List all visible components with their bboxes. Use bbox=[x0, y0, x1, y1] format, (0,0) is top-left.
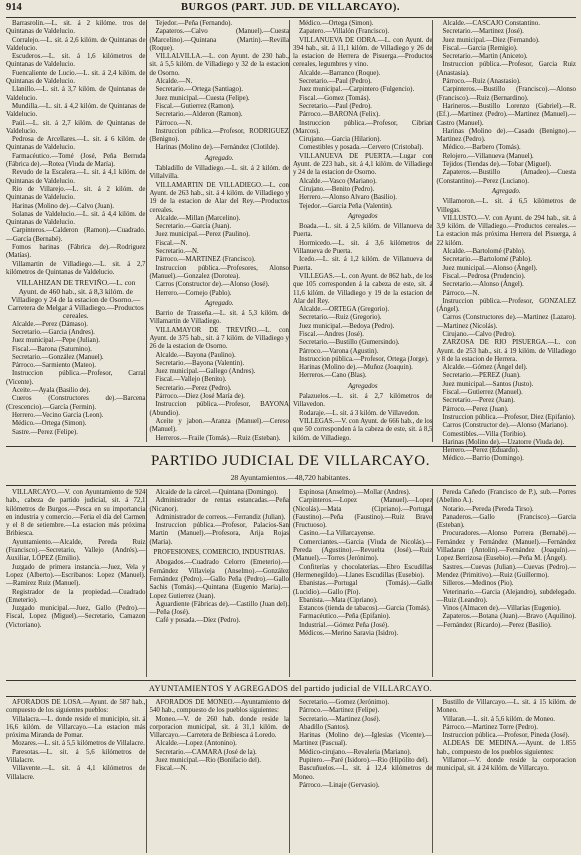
directory-entry: Fiscal.—Pedrosa (Prudencio). bbox=[442, 272, 526, 280]
running-title: BURGOS (PART. JUD. DE VILLARCAYO). bbox=[181, 2, 400, 13]
directory-entry: Herreros.—Fraile (Tomás).—Ruiz (Esteban). bbox=[155, 434, 281, 442]
directory-entry: Cueros (Constructores de).—Barcena (Crescencio).—García (Fermin). bbox=[6, 395, 146, 411]
directory-entry: Secretario.—Bartolomé (Pablo). bbox=[442, 256, 532, 264]
directory-entry: Alcalde.—Lopez (Antonino). bbox=[155, 740, 237, 748]
directory-entry: Secretario.—Martin (Aniceto). bbox=[442, 53, 528, 61]
directory-entry: Administrador de correos.—Ferrandiz (Julian). bbox=[155, 513, 286, 521]
directory-entry: Sastre.—Perez (Felipe). bbox=[12, 428, 79, 436]
directory-entry: Aceite.—Ayala (Basilio de). bbox=[12, 387, 91, 395]
mid-column-1 bbox=[6, 489, 146, 677]
list bbox=[293, 393, 433, 443]
list bbox=[437, 198, 577, 464]
directory-entry: Tabladillo de Villadiego.—L. sit. á 2 kilóm. de Villalvilla. bbox=[149, 165, 289, 181]
directory-entry: Secretario.—Paul (Pedro). bbox=[299, 78, 372, 86]
list bbox=[293, 699, 433, 790]
subheading: Agregado. bbox=[204, 299, 234, 307]
column-divider bbox=[289, 489, 290, 677]
list bbox=[150, 699, 290, 774]
page-number: 914 bbox=[6, 2, 22, 13]
section-subtitle: 28 Ayuntamientos.—48,720 habitantes. bbox=[230, 473, 351, 482]
directory-entry: Juez municipal.—Pepe (Julian). bbox=[12, 337, 101, 345]
bottom-column-3 bbox=[293, 699, 433, 853]
directory-entry: Instruccion pública.—Profesores, Alonso (Manuel).—Gonzalez (Dorotea). bbox=[149, 264, 289, 280]
directory-entry: VILLAMAYOR DE TREVIÑO.—L. con Ayunt. de 375 hab., sit. á 7 kilóm. de Villadiego y 26 de la estacion de Osorno. bbox=[149, 326, 289, 351]
directory-entry: VILLUSTO.—V. con Ayunt. de 294 hab., sit. á 3,9 kilóm. de Villadiego.—Productos cereales.—La estacion más próxima Herrera del Pisuerga, á 22 kilóm. bbox=[436, 214, 576, 247]
directory-entry: Tejedor.—Garcia Peña (Valentin). bbox=[299, 202, 393, 210]
directory-entry: VILLEGAS.—L. con Ayunt. de 862 hab., de los que 105 corresponden á la cabeza de este, sit. á 11,6 kilóm. de Villadiego y 19 de la estacion de Alar del Rey. bbox=[293, 272, 433, 305]
directory-entry: Alcalde.—N. bbox=[155, 78, 193, 86]
directory-entry: Secretario.—Martinez (José). bbox=[442, 28, 524, 36]
directory-entry: Ebanista.—Mata (Cipriano). bbox=[299, 596, 378, 604]
directory-entry: Cirujano.—Garcia (Hilarion). bbox=[299, 136, 382, 144]
directory-entry: Párroco.—Martinez Torre (Pedro). bbox=[442, 723, 538, 731]
directory-entry: Procuradores.—Alonso Porrera (Bernabé).—Fernández y Fernández (Manuel).—Fernández Villadaran (Antolin).—Fernández (Joaquín).—Lopez Berrizosa (Eusebio).—Peña M. (Ángel). bbox=[436, 530, 576, 563]
subheading: Agregado. bbox=[204, 154, 234, 162]
directory-entry: Ayuntamiento.—Alcalde, Pereda Ruiz (Francisco).—Secretario, Vallejo (Andrés).—Auxiliar, LÓPEZ (Emilio). bbox=[6, 538, 146, 563]
directory-entry: Fiscal.—Gutierrez (Ramon). bbox=[155, 102, 235, 110]
directory-entry: Instruccion pública.—Profesor, Garcia Ruiz (Anastasia). bbox=[436, 61, 576, 77]
directory-entry: Confiterías y chocolaterías.—Ebro Escudillas (Hermenegildo).—Llanes Escudillas (Eusebio). bbox=[293, 563, 433, 579]
directory-entry: Instruccion pública.—Profesor, Carral (Vicente). bbox=[6, 370, 146, 386]
directory-entry: Mozares.—L. sit. á 5,5 kilómetros de Villalacre. bbox=[12, 740, 145, 748]
directory-entry: Revudo de la Escalera.—L. sit. á 4,1 kilóm. de Quintanas de Valdelucio. bbox=[6, 169, 146, 185]
directory-entry: Fiscal.—Vallejo (Benito). bbox=[155, 376, 227, 384]
mid-column-4 bbox=[437, 489, 577, 677]
list bbox=[6, 321, 146, 437]
subheading: Agregado. bbox=[491, 187, 521, 195]
list bbox=[150, 20, 290, 153]
directory-entry: Icedo.—L. sit. á 1,2 kilóm. de Villanueva de Puerta. bbox=[293, 256, 433, 272]
directory-entry: Sastres.—Cuevas (Julian).—Cuevas (Pedro).—Mendez (Primitivo).—Ruiz (Guillermo). bbox=[436, 563, 576, 579]
directory-entry: Abogados.—Cuadrado Celorro (Emeterio).—Fernández Villavieja (Anselmo).—González Fernández (Pedro).—Gallo Peña (Pedro).—Gallo Sachis (Tomás).—Quintana (Eugenio Maria).—Lopez Gutierrez (Juan). bbox=[149, 559, 289, 600]
directory-entry: Escuderos.—L. sit. á 1,6 kilómetros de Quintanas de Valdelucio. bbox=[6, 53, 146, 69]
directory-entry: Párroco.—MARTINEZ (Francisco). bbox=[155, 256, 256, 264]
directory-entry: Alcalde.—Millan (Marcelino). bbox=[155, 214, 241, 222]
directory-entry: Pereda Cañedo (Francisco de P.), sub.—Porres (Abelino A.). bbox=[436, 489, 576, 505]
directory-entry: Secretario.—Paul (Pedro). bbox=[299, 102, 372, 110]
directory-entry: Bustillo de Villarcayo.—L. sit. á 15 kilóm. de Moneo. bbox=[436, 699, 576, 715]
directory-entry: Juez municipal.—Diez (Fernando). bbox=[442, 36, 540, 44]
directory-entry: VILLANUEVA DE ODRA.—L. con Ayunt. de 394 hab., sit. á 11,1 kilóm. de Villadiego y 26 de la estacion de Herrera de Pisuerga.—Productos cereales, legumbres y vino. bbox=[293, 36, 433, 69]
directory-entry: Alcalde.—Gómez (Ángel del). bbox=[442, 364, 528, 372]
directory-entry: Harineros.—Bustillo Lorenzo (Gabriel).—R. (Ef.).—Martinez (Pedro).—Martinez (Manuel).—Castro (Manuel). bbox=[436, 102, 576, 127]
directory-entry: Espinosa (Anselmo).—Mollar (Andres). bbox=[299, 489, 411, 496]
list bbox=[6, 699, 146, 782]
directory-entry: Secretario.—CAMARA (José de la). bbox=[155, 748, 257, 756]
top-column-1 bbox=[6, 20, 146, 442]
list bbox=[293, 489, 433, 638]
entry-heading: VILLAHIZAN DE TREVIÑO.—L. con Ayunt. de 460 hab., sit. á 8,3 kilóm. de Villadiego y 24 de la estacion de Osorno.—Carretera de Melgar á Villadiego.—Productos cereales. bbox=[7, 278, 144, 321]
directory-entry: Secretario.—Garcia (Andres). bbox=[12, 328, 95, 336]
directory-entry: Barrasrolin.—L. sit. á 2 kilóme. tros de Quintanas de Valdelucio. bbox=[6, 20, 146, 36]
list bbox=[150, 489, 290, 547]
directory-entry: Harinas (Molino de).—Muñoz (Joaquin). bbox=[299, 364, 413, 372]
directory-entry: VILLEGAS.—V. con Ayunt. de 666 hab., de los que 50 corresponden á la cabeza de este, sit. á 8,5 kilóm. de Villadiego. bbox=[293, 417, 433, 442]
directory-entry: Carpinteros.—Bustillo (Francisco).—Alonso (Francisco).—Ruiz (Bernardino). bbox=[436, 86, 576, 102]
directory-entry: Fiscal.—Gomez (Tomás). bbox=[299, 94, 371, 102]
directory-entry: Fiscal.—Garcia (Remigio). bbox=[442, 44, 518, 52]
directory-entry: Párroco.—Varona (Agustin). bbox=[299, 347, 379, 355]
directory-entry: Veterinario.—Garcia (Alejandro), subdelegado.—Ruiz (Leandro). bbox=[436, 588, 576, 604]
list bbox=[437, 489, 577, 630]
directory-entry: Harinas (Molino de).—Iglesias (Vicente).—Martinez (Pascual). bbox=[293, 732, 433, 748]
directory-entry: Villaran.—L. sit. á 5,6 kilóm. de Moneo. bbox=[442, 715, 555, 723]
bottom-column-2 bbox=[150, 699, 290, 853]
directory-entry: ALDEAS DE MEDINA.—Ayunt. de 1.855 hab., compuesto de los pueblos siguientes: bbox=[436, 740, 576, 756]
directory-entry: Alcalde.—ORTEGA (Gregorio). bbox=[299, 306, 390, 314]
directory-entry: Farmacéutico.—Tomé (José, Peña Berruda (Fábrica de).—Rotea (Viuda de María). bbox=[6, 152, 146, 169]
directory-entry: Villamoron.—L. sit. á 6,5 kilómetros de Villegas. bbox=[436, 198, 576, 214]
directory-entry: Instruccion pública.—Profesor, Diez (Epifanio). bbox=[442, 413, 576, 421]
directory-entry: Herrero.—Perez (Eduardo). bbox=[442, 447, 520, 455]
directory-entry: Párroco.—Linaje (Gervasio). bbox=[299, 781, 380, 789]
section-rule bbox=[6, 446, 576, 447]
subheading: Agregados bbox=[347, 212, 378, 220]
directory-entry: Juez municipal.—Carpintero (Fulgencio). bbox=[299, 86, 415, 94]
directory-entry: Alcalde.—Vasco (Mariano). bbox=[299, 177, 377, 185]
entry-heading: Alcalde.—CASCAJO Constantino. bbox=[442, 20, 540, 27]
directory-entry: Mundilla.—L. sit. á 4,2 kilóm. de Quintanas de Valdelucio. bbox=[6, 102, 146, 119]
directory-entry: Comestibles.—Villa (Toribio). bbox=[442, 430, 527, 438]
list bbox=[150, 165, 290, 298]
directory-entry: Estancos (tienda de tabacos).—Garcia (Tomás). bbox=[299, 605, 431, 613]
directory-entry: AFORADOS DE MONEO.—Ayuntamiento de 540 hab., compuesto de los pueblos siguientes: bbox=[149, 699, 289, 715]
column-divider bbox=[432, 489, 433, 677]
directory-entry: Fiscal.—N. bbox=[155, 239, 188, 247]
directory-entry: Carros (Constructor de).—Alonso (Mariano). bbox=[442, 422, 568, 430]
directory-entry: Herrero.—Alonso Alvaro (Basilio). bbox=[299, 194, 397, 202]
directory-entry: Herreros.—Cano (Blas). bbox=[299, 372, 367, 380]
directory-entry: Herrero.—Vecino García (Leon). bbox=[12, 411, 104, 419]
directory-entry: Carpinteros.—Calderon (Ramon).—Cuadrado.—García (Bernabé). bbox=[6, 227, 146, 243]
subheading: Agregados bbox=[347, 382, 378, 390]
directory-entry: Hormicedo.—L. sit. á 3,6 kilómetros de Villanueva de Puerta. bbox=[293, 239, 433, 256]
directory-entry: Palazuelos.—L. sit. á 2,7 kilómetros de Villavedon. bbox=[293, 393, 433, 409]
directory-entry: Ebanistas.—Portugal (Tomás).—Gallo (Lucidio).—Gallo (Pío). bbox=[293, 580, 433, 596]
directory-entry: Comestibles y posada.—Cervero (Cristobal). bbox=[299, 144, 424, 152]
directory-entry: Zapatero.—Villalón (Francisco). bbox=[299, 28, 390, 36]
directory-entry: Médicos.—Merino Saravia (Isidro). bbox=[299, 630, 399, 638]
directory-entry: VILLAMARTIN DE VILLADIEGO.—L. con Ayunt. de 263 hab., sit. á 4 kilóm. de Villadiego y 19 de la estacion de Alar del Rey.—Productos cereales. bbox=[149, 181, 289, 214]
header-rule bbox=[6, 17, 576, 18]
directory-entry: Carros (Constructores de).—Martinez (Lazaro).—Martinez (Nicolás). bbox=[436, 314, 576, 330]
directory-entry: Juez municipal.—Santos (Justo). bbox=[442, 380, 534, 388]
directory-entry: Barrio de Trasseña.—L. sit. á 5,3 kilóm. de Villamartin de Villadiego. bbox=[149, 310, 289, 326]
mid-column-2 bbox=[150, 489, 290, 677]
directory-entry: Juzgado de primera instancia.—Juez, Vela y Lopez (Alberto).—Escribanos: Lopez (Manuel).—Ramirez Ruiz (Manuel). bbox=[6, 563, 146, 588]
directory-entry: Alcalde.—Perez (Dámaso). bbox=[12, 320, 88, 328]
directory-entry: Farmacéutico.—Peña (Epifanio). bbox=[299, 613, 391, 621]
directory-entry: Párroco.—N. bbox=[442, 289, 480, 297]
top-column-2 bbox=[150, 20, 290, 442]
list bbox=[437, 699, 577, 774]
directory-entry: Secretario.—González (Manuel). bbox=[12, 353, 104, 361]
list bbox=[150, 310, 290, 443]
top-column-4 bbox=[436, 20, 577, 463]
directory-entry: Paresotas.—L. sit. á 5,6 kilómetros de Villalacre. bbox=[6, 748, 146, 765]
directory-entry: Juez municipal.—Rio (Bonifacio del). bbox=[155, 757, 261, 765]
directory-entry: Fuencaliente de Lucio.—L. sit. á 2,4 kilóm. de Quintanas de Valdelucio. bbox=[6, 69, 146, 86]
directory-entry: Cirujano.—Calvo (Pedro). bbox=[442, 330, 516, 338]
directory-entry: Secretario.—Ortega (Santiago). bbox=[155, 86, 243, 94]
directory-entry: Relojero.—Villanueva (Manuel). bbox=[442, 152, 534, 160]
directory-entry: Fiscal.—Barona (Saturnino). bbox=[12, 345, 92, 353]
directory-entry: Pedrosa de Arcellares.—L. sit. á 6 kilóm. de Quintanas de Valdelucio. bbox=[6, 136, 146, 152]
directory-entry: Alcalde.—Bartolomé (Pablo). bbox=[442, 248, 526, 256]
directory-entry: Vinos (Almacen de).—Villarías (Eugenio). bbox=[442, 605, 561, 613]
directory-entry: Juez municipal.—Alonso (Ángel). bbox=[442, 264, 538, 272]
directory-entry: Industrial.—Gómez Peña (José). bbox=[299, 621, 389, 629]
directory-entry: VILLANUEVA DE PUERTA.—Lugar con Ayunt. de 223 hab., sit. á 4,1 kilóm. de Villadiego y 24 de la estacion de Osorno. bbox=[293, 152, 433, 177]
directory-entry: Administrador de rentas estancadas.—Peña (Nicanor). bbox=[149, 497, 289, 513]
directory-entry: Harinas (Molino de).—Uzatorre (Viuda de). bbox=[442, 438, 565, 446]
directory-entry: Instruccion pública.—Profesor, Palacios-San Martin (Manuel).—Profesora, Arija Rojas (María). bbox=[149, 522, 289, 546]
column-divider bbox=[289, 699, 290, 853]
directory-entry: Villalacra.—L. donde reside el municipio, sit. á 16,6 kilóm. de Villarcayo.—La estacion más próxima Miranda de Pomar. bbox=[6, 715, 146, 740]
directory-entry: Instruccion pública.—Profesor, GONZALEZ (Ángel). bbox=[436, 297, 576, 314]
directory-entry: Harinas (Molino de).—Casado (Benigno).—Martinez (Pedro). bbox=[436, 127, 576, 144]
directory-entry: Carpinteros.—Lopez (Manuel).—Lopez (Nicolás).—Mata (Cipriano).—Portugal (Faustino).—Peña (Faustino).—Ruiz Bravo (Fructuoso). bbox=[293, 497, 433, 530]
column-divider bbox=[432, 699, 433, 853]
directory-entry: Secretario.—Martinez (José). bbox=[299, 715, 381, 723]
column-divider bbox=[146, 489, 147, 677]
list bbox=[437, 28, 577, 186]
directory-entry: VILLALVILLA.—L. con Ayunt. de 230 hab., sit. á 5,5 kilóm. de Villadiego y 32 de la estacion de Osorno. bbox=[149, 53, 289, 77]
directory-entry: Secretario.—Gomez (Jerónimo). bbox=[299, 699, 390, 706]
bottom-column-1 bbox=[6, 699, 146, 853]
directory-entry: Instruccion pública.—Profesor, BAYONA (Abundio). bbox=[149, 401, 289, 417]
directory-entry: Secretario.—Bustillo (Gumersindo). bbox=[299, 339, 400, 347]
directory-entry: AFORADOS DE LOSA.—Ayunt. de 587 hab., compuesto de los siguientes pueblos: bbox=[6, 699, 146, 715]
directory-entry: Aceite y jabon.—Aranza (Manuel).—Cereso (Manuel). bbox=[149, 417, 289, 434]
directory-entry: Aguardiente (Fábricas de).—Castillo (Juan del).—Peña (José). bbox=[149, 600, 289, 617]
directory-entry: Paúl.—L. sit. á 2,7 kilóm. de Quintanas de Valdelucio. bbox=[6, 119, 146, 135]
directory-entry: Secretario.—García (Juan). bbox=[155, 223, 232, 231]
directory-entry: Secretario.—Alderon (Ramon). bbox=[155, 111, 243, 119]
directory-entry: Corralejo.—L. sit. á 2,6 kilóm. de Quintanas de Valdelucio. bbox=[6, 36, 146, 52]
directory-entry: Fomos harinas (Fábrica de).—Rodriguez (Matías). bbox=[6, 244, 146, 260]
list bbox=[293, 20, 433, 211]
directory-entry: Párroco.—N. bbox=[155, 119, 193, 127]
section-title: PARTIDO JUDICIAL DE VILLARCAYO. bbox=[150, 453, 431, 469]
list bbox=[6, 489, 146, 630]
directory-entry: Alcaide de la cárcel.—Quintana (Domingo). bbox=[155, 489, 278, 496]
directory-entry: Registrador de la propiedad.—Cuadrado (Emeterio). bbox=[6, 588, 146, 604]
directory-entry: Párroco.—Perez (Juan). bbox=[442, 405, 509, 413]
directory-entry: Cirujano.—Benito (Pedro). bbox=[299, 185, 375, 193]
directory-entry: Harinas (Molino de).—Fernández (Clotilde). bbox=[155, 144, 280, 152]
list bbox=[150, 559, 290, 625]
directory-entry: Secretario.—Perez (Pedro). bbox=[155, 384, 232, 392]
directory-entry: Párroco.—Ruiz (Anastasio). bbox=[442, 78, 521, 86]
directory-entry: Café y posada.—Díez (Pedro). bbox=[155, 617, 241, 625]
directory-entry: Instruccion pública.—Profesor, Ortega (Jorge). bbox=[299, 355, 429, 363]
directory-entry: Tejedor.—Peña (Fernando). bbox=[155, 20, 233, 27]
directory-entry: Zapateros.—Calvo (Manuel).—Cuesta (Marcelino).—Quintana (Martin).—Revilla (Roque). bbox=[149, 28, 289, 52]
directory-entry: Juez municipal.—Bedoya (Pedro). bbox=[299, 322, 395, 330]
directory-entry: Párroco.—Diez (José María de). bbox=[155, 393, 245, 401]
page-header bbox=[6, 2, 575, 16]
directory-entry: Médico.—Barrio (Domingo). bbox=[442, 455, 524, 463]
subheading: PROFESIONES, COMERCIO, INDUSTRIAS. bbox=[153, 549, 285, 557]
section-rule-2 bbox=[6, 485, 576, 486]
mid-column-3 bbox=[293, 489, 433, 677]
directory-entry: Llanillo.—L. sit. á 3,7 kilóm. de Quintanas de Valdelucio. bbox=[6, 86, 146, 102]
directory-entry: Párroco.—Sarmiento (Mateo). bbox=[12, 362, 97, 370]
directory-entry: Secretario.—N. bbox=[155, 248, 199, 256]
directory-entry: Médico.—Barbero (Tomás). bbox=[442, 144, 521, 152]
directory-entry: Instruccion pública.—Profesor, Pineda (José). bbox=[442, 732, 570, 740]
directory-entry: Carros (Constructor de).—Alonso (José). bbox=[155, 281, 270, 289]
directory-entry: Fiscal.—N. bbox=[155, 765, 188, 773]
directory-entry: Bascuñuelos.—L. sit. á 12,4 kilómetros de Moneo. bbox=[293, 765, 433, 781]
directory-entry: Silleros.—Medinos (Pio). bbox=[442, 580, 514, 588]
directory-entry: Abadillo (Santos). bbox=[299, 723, 350, 731]
bottom-rule bbox=[6, 680, 576, 681]
directory-entry: Boada.—L. sit. á 2,5 kilóm. de Villanueva de Puerta. bbox=[293, 223, 433, 239]
directory-entry: Fiscal.—Andres (José). bbox=[299, 330, 364, 338]
directory-entry: Secretario.—Bayona (Valentin). bbox=[155, 359, 245, 367]
directory-entry: Zapateros.—Bustillo (Amadeo).—Cuesta (Constantino).—Perez (Luciano). bbox=[436, 169, 576, 185]
directory-entry: Tejidos (Tiendas de).—Tobar (Miguel). bbox=[442, 161, 552, 169]
directory-entry: Médico-cirujano.—Revaleria (Mariano). bbox=[299, 748, 412, 756]
directory-entry: Juzgado municipal.—Juez, Gallo (Pedro).—Fiscal, Lopez (Miguel).—Secretario, Camazon (Victoriano). bbox=[6, 605, 146, 629]
directory-entry: Médico.—Ortega (Simon). bbox=[12, 420, 87, 428]
directory-entry: Fiscal.—Gutierrez (Manuel). bbox=[442, 389, 523, 397]
directory-entry: Médico.—Ortega (Simon). bbox=[299, 20, 374, 27]
directory-entry: VILLARCAYO.—V. con Ayuntamiento de 924 hab., cabeza de partido judicial, sit. á 72,1 kilómetros de Burgos.—Pesca en su importancia en industria y comercio.—Feria el día del Carmen y el 8 de setiembre.—La estacion más próxima Bribiesca. bbox=[6, 489, 146, 538]
directory-entry: Villamor.—V. donde reside la corporacion municipal, sit. á 24 kilóm. de Villarcayo. bbox=[436, 757, 576, 773]
column-divider bbox=[146, 699, 147, 853]
bottom-section-title: AYUNTAMIENTOS Y AGREGADOS del partido judicial de VILLARCAYO. bbox=[148, 684, 433, 693]
directory-entry: Párroco.—Martinez (Felipe). bbox=[299, 707, 380, 715]
directory-entry: Herrero.—Cornejo (Pablo). bbox=[155, 289, 232, 297]
column-divider bbox=[432, 20, 433, 442]
directory-entry: Instruccion pública.—Profesor, RODRIGUEZ (Benigno). bbox=[149, 127, 289, 144]
directory-entry: Párroco.—BARONA (Felix). bbox=[299, 111, 380, 119]
directory-entry: Comerciantes.—Garcia (Viuda de Nicolás).—Pereda (Agustino).—Revuelta (José).—Ruiz (Manuel).—Torres (Jerónimo). bbox=[293, 538, 433, 563]
top-column-3 bbox=[293, 20, 433, 442]
directory-entry: Solanas de Valdelucio.—L. sit. á 4,4 kilóm. de Quintanas de Valdelucio. bbox=[6, 210, 146, 227]
directory-entry: Harinas (Molino de).—Calvo (Juan). bbox=[12, 202, 114, 210]
directory-entry: Secretario.—Alonso (Ángel). bbox=[442, 281, 524, 289]
directory-entry: Secretario.—Perez (Juan). bbox=[442, 397, 516, 405]
column-divider bbox=[146, 20, 147, 442]
directory-entry: ZARZOSA DE RIO PISUERGA.—L. con Ayunt. de 253 hab., sit. á 19 kilóm. de Villadiego y 8 de la estacion de Herrera. bbox=[436, 339, 576, 363]
column-divider bbox=[289, 20, 290, 442]
directory-entry: Casino.—La Villarcayense. bbox=[299, 530, 375, 538]
bottom-column-4 bbox=[437, 699, 577, 853]
directory-entry: Secretario.—PEREZ (Juan). bbox=[442, 372, 521, 380]
directory-entry: Instruccion pública.—Profesor, Cibrian (Marcos). bbox=[293, 119, 433, 135]
mid-columns bbox=[6, 489, 576, 677]
directory-entry: Zapateros.—Botana (Juan).—Bravo (Aquilino).—Fernández (Ricardo).—Perez (Basilio). bbox=[436, 613, 576, 629]
directory-entry: Notario.—Pereda (Pereda Tirso). bbox=[442, 505, 534, 513]
list bbox=[6, 20, 146, 277]
directory-entry: Secretario.—Ruiz (Gregorio). bbox=[299, 314, 382, 322]
list bbox=[293, 223, 433, 381]
directory-entry: Alcalde.—Barranco (Roque). bbox=[299, 69, 381, 77]
directory-entry: Juez municipal.—Perez (Paulino). bbox=[155, 231, 251, 239]
directory-entry: Alcalde.—Bayona (Paulino). bbox=[155, 351, 236, 359]
directory-entry: Rio de Villarejo.—L. sit. á 2 kilóm. de Quintanas de Valdelucio. bbox=[6, 185, 146, 202]
directory-entry: Juez municipal.—Gallego (Andres). bbox=[155, 368, 256, 376]
directory-entry: Juez municipal.—Cuesta (Felipe). bbox=[155, 94, 250, 102]
bottom-rule-2 bbox=[6, 696, 576, 697]
directory-entry: Villamartin de Villadiego.—L. sit. á 2,7 kilómetros de Quintanas de Valdelucio. bbox=[6, 260, 146, 276]
bottom-columns bbox=[6, 699, 576, 853]
directory-entry: Pupitero.—Paré (Isidoro).—Rio (Hipólito del). bbox=[299, 757, 429, 765]
directory-entry: Rodaraje.—L. sit. á 3 kilóm. de Villavedon. bbox=[299, 409, 420, 417]
directory-entry: Moneo.—V. de 260 hab. donde reside la corporacion municipal, sit. á 31,1 kilóm. de Villarcayo.—Carretera de Bribiesca á Loredo. bbox=[149, 715, 289, 740]
directory-entry: Villavente.—L. sit. á 4,1 kilómetros de Villalacre. bbox=[6, 765, 146, 781]
directory-entry: Panaderos.—Gallo (Francisco).—Garcia (Esteban). bbox=[436, 513, 576, 530]
